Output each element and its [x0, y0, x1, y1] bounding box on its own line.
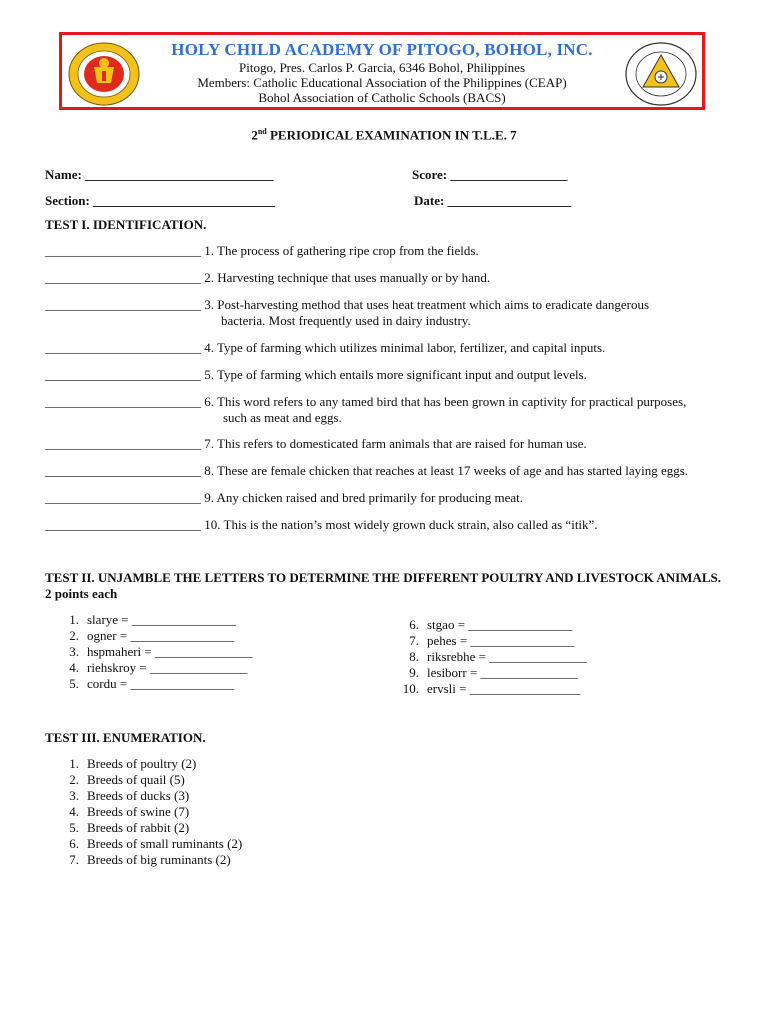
school-address: Pitogo, Pres. Carlos P. Garcia, 6346 Bohol, Philippines: [239, 60, 525, 75]
identification-item[interactable]: [45, 517, 598, 533]
test1-heading: TEST I. IDENTIFICATION.: [45, 217, 207, 232]
unjumble-item: [57, 660, 252, 676]
enumeration-text: Breeds of quail (5): [87, 772, 185, 787]
unjumble-number: 4.: [69, 660, 79, 675]
enumeration-item: [57, 804, 242, 820]
identification-item[interactable]: [45, 340, 605, 356]
unjumble-number: 2.: [69, 628, 79, 643]
enumeration-item: [57, 788, 242, 804]
enumeration-number: 7.: [69, 852, 79, 867]
enumeration-number: 6.: [69, 836, 79, 851]
identification-item[interactable]: [45, 297, 649, 329]
unjumble-number: 10.: [402, 681, 419, 696]
school-association: Bohol Association of Catholic Schools (BACS): [258, 90, 506, 105]
identification-item[interactable]: [45, 436, 587, 452]
score-field[interactable]: Score: __________________: [412, 167, 568, 182]
unjumble-number: 6.: [409, 617, 419, 632]
enumeration-text: Breeds of small ruminants (2): [87, 836, 243, 851]
unjumble-text: hspmaheri = _______________: [87, 644, 253, 659]
identification-item[interactable]: [45, 463, 688, 479]
unjumble-text: stgao = ________________: [427, 617, 573, 632]
exam-title-text: PERIODICAL EXAMINATION IN T.L.E. 7: [266, 127, 517, 143]
unjumble-list-left: [57, 612, 252, 692]
exam-title-ordinal-suffix: nd: [257, 127, 267, 136]
identification-item-text: ________________________ 8. These are female chicken that reaches at least 17 weeks of age and has started laying eggs.: [45, 463, 689, 478]
name-field[interactable]: Name: _____________________________: [45, 167, 274, 182]
unjumble-number: 5.: [69, 676, 79, 691]
identification-item[interactable]: [45, 490, 523, 506]
unjumble-text: riehskroy = _______________: [87, 660, 248, 675]
identification-item[interactable]: [45, 243, 479, 259]
identification-item-text: ________________________ 1. The process of gathering ripe crop from the fields.: [45, 243, 479, 258]
identification-item-text: ________________________ 7. This refers to domesticated farm animals that are raised for human use.: [45, 436, 587, 451]
enumeration-item: [57, 820, 242, 836]
school-header: [59, 32, 705, 110]
exam-title-ordinal: 2: [251, 127, 258, 143]
enumeration-item: [57, 836, 242, 852]
enumeration-number: 2.: [69, 772, 79, 787]
unjumble-number: 1.: [69, 612, 79, 627]
enumeration-number: 4.: [69, 804, 79, 819]
unjumble-number: 8.: [409, 649, 419, 664]
enumeration-text: Breeds of rabbit (2): [87, 820, 190, 835]
unjumble-list-right: [397, 617, 587, 697]
date-field[interactable]: Date: ___________________: [414, 193, 572, 208]
unjumble-text: ervsli = _________________: [427, 681, 581, 696]
bacs-seal-logo: [624, 41, 698, 107]
identification-item-continuation: bacteria. Most frequently used in dairy industry.: [221, 313, 471, 328]
identification-item-text: ________________________ 3. Post-harvesting method that uses heat treatment which aims to eradicate dangerous: [45, 297, 650, 312]
identification-item-text: ________________________ 4. Type of farming which utilizes minimal labor, fertilizer, and capital inputs.: [45, 340, 606, 355]
enumeration-number: 3.: [69, 788, 79, 803]
unjumble-number: 7.: [409, 633, 419, 648]
enumeration-text: Breeds of swine (7): [87, 804, 190, 819]
identification-item-text: ________________________ 2. Harvesting technique that uses manually or by hand.: [45, 270, 491, 285]
unjumble-text: ogner = ________________: [87, 628, 235, 643]
enumeration-text: Breeds of ducks (3): [87, 788, 190, 803]
enumeration-item: [57, 852, 242, 868]
unjumble-text: lesiborr = _______________: [427, 665, 579, 680]
identification-item-continuation: such as meat and eggs.: [223, 410, 342, 425]
unjumble-item: [397, 617, 587, 633]
enumeration-number: 5.: [69, 820, 79, 835]
identification-item[interactable]: [45, 367, 587, 383]
enumeration-list: [57, 756, 242, 868]
unjumble-item: [397, 649, 587, 665]
unjumble-text: slarye = ________________: [87, 612, 236, 627]
identification-item-text: ________________________ 9. Any chicken raised and bred primarily for producing meat.: [45, 490, 524, 505]
enumeration-item: [57, 772, 242, 788]
unjumble-number: 3.: [69, 644, 79, 659]
unjumble-item: [57, 676, 252, 692]
unjumble-item: [57, 628, 252, 644]
unjumble-text: pehes = ________________: [427, 633, 575, 648]
enumeration-number: 1.: [69, 756, 79, 771]
section-field[interactable]: Section: ____________________________: [45, 193, 276, 208]
identification-item-text: ________________________ 6. This word refers to any tamed bird that has been grown in captivity for practical purposes,: [45, 394, 687, 409]
unjumble-item: [57, 612, 252, 628]
identification-item-text: ________________________ 5. Type of farming which entails more significant input and output levels.: [45, 367, 587, 382]
unjumble-number: 9.: [409, 665, 419, 680]
test3-heading: TEST III. ENUMERATION.: [45, 730, 206, 745]
identification-item[interactable]: [45, 270, 490, 286]
enumeration-item: [57, 756, 242, 772]
identification-item[interactable]: [45, 394, 686, 426]
enumeration-text: Breeds of big ruminants (2): [87, 852, 231, 867]
unjumble-item: [397, 633, 587, 649]
identification-item-text: ________________________ 10. This is the nation’s most widely grown duck strain, also called as “itik”.: [45, 517, 598, 532]
unjumble-item: [397, 665, 587, 681]
exam-title: [0, 127, 768, 143]
school-name: HOLY CHILD ACADEMY OF PITOGO, BOHOL, INC.: [171, 40, 593, 59]
test2-heading: TEST II. UNJAMBLE THE LETTERS TO DETERMINE THE DIFFERENT POULTRY AND LIVESTOCK ANIMALS. 2 points each: [45, 570, 721, 601]
unjumble-text: cordu = ________________: [87, 676, 235, 691]
unjumble-text: riksrebhe = _______________: [427, 649, 587, 664]
enumeration-text: Breeds of poultry (2): [87, 756, 197, 771]
school-membership: Members: Catholic Educational Association of the Philippines (CEAP): [197, 75, 567, 90]
unjumble-item: [397, 681, 587, 697]
unjumble-item: [57, 644, 252, 660]
